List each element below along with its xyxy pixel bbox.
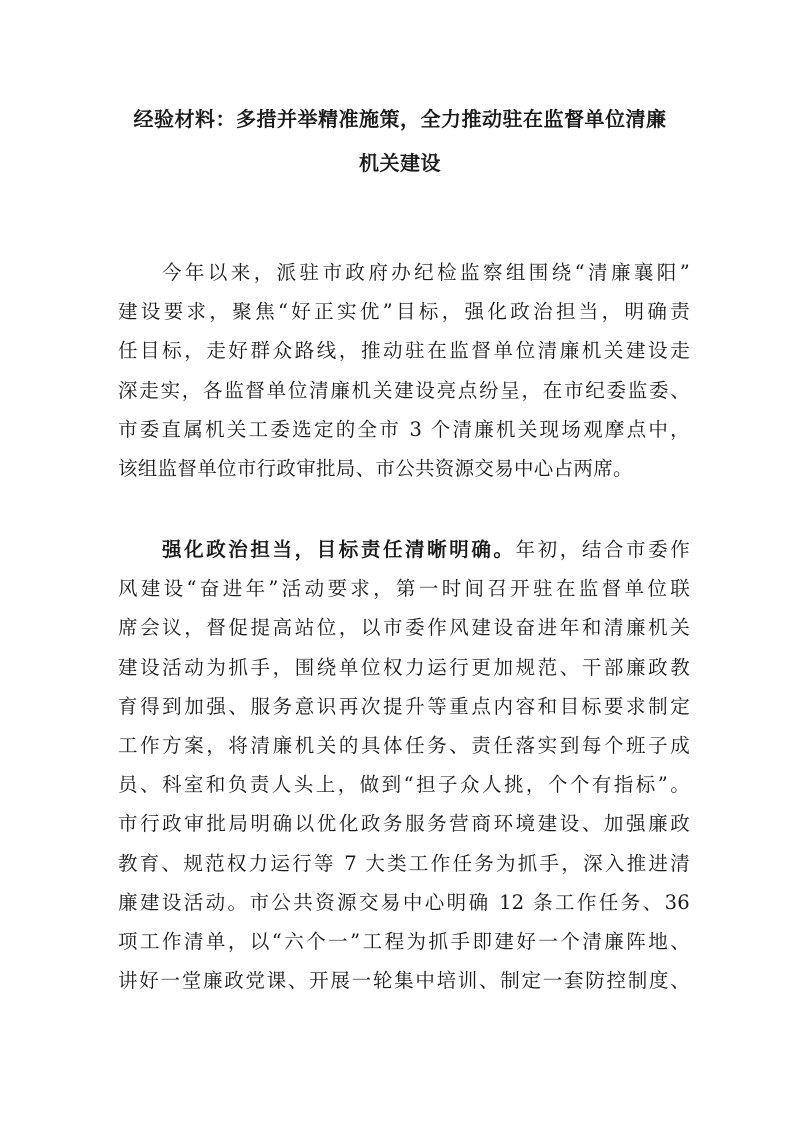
paragraph-line-rest: 年初，结合市委作 [515, 538, 690, 561]
paragraph-line: 市行政审批局明确以优化政务服务营商环境建设、加强廉政 [118, 812, 690, 836]
paragraph-first-line [118, 530, 690, 569]
paragraph-line: 教育、规范权力运行等 7 大类工作任务为抓手，深入推进清 [118, 851, 690, 875]
document-title-line-1: 经验材料：多措并举精准施策，全力推动驻在监督单位清廉 [133, 107, 667, 131]
paragraph-line: 建设活动为抓手，围绕单位权力运行更加规范、干部廉政教 [118, 655, 690, 679]
paragraph-line: 席会议，督促提高站位，以市委作风建设奋进年和清廉机关 [118, 616, 690, 640]
section-heading: 强化政治担当，目标责任清晰明确。 [162, 538, 516, 561]
paragraph-line: 今年以来，派驻市政府办纪检监察组围绕“清廉襄阳” [162, 261, 690, 284]
paragraph-line: 市委直属机关工委选定的全市 3 个清廉机关现场观摩点中， [118, 417, 690, 441]
paragraph-line: 风建设“奋进年”活动要求，第一时间召开驻在监督单位联 [118, 577, 690, 601]
paragraph-line: 育得到加强、服务意识再次提升等重点内容和目标要求制定 [118, 694, 690, 718]
paragraph-line: 建设要求，聚焦“好正实优”目标，强化政治担当，明确责 [118, 300, 690, 324]
paragraph-line: 廉建设活动。市公共资源交易中心明确 12 条工作任务、36 [118, 890, 690, 914]
paragraph-line: 项工作清单，以“六个一”工程为抓手即建好一个清廉阵地、 [118, 930, 690, 954]
paragraph-line: 讲好一堂廉政党课、开展一轮集中培训、制定一套防控制度、 [118, 969, 690, 993]
paragraph-line: 任目标，走好群众路线，推动驻在监督单位清廉机关建设走 [118, 339, 690, 363]
intro-paragraph [118, 253, 690, 488]
paragraph-line: 该组监督单位市行政审批局、市公共资源交易中心占两席。 [118, 457, 633, 481]
document-title-line-2: 机关建设 [359, 151, 441, 175]
paragraph-line: 员、科室和负责人头上，做到“担子众人挑，个个有指标”。 [118, 773, 690, 797]
section-paragraph [118, 530, 690, 1000]
paragraph-line: 工作方案，将清廉机关的具体任务、责任落实到每个班子成 [118, 734, 690, 758]
paragraph-line: 深走实，各监督单位清廉机关建设亮点纷呈，在市纪委监委、 [118, 378, 690, 402]
